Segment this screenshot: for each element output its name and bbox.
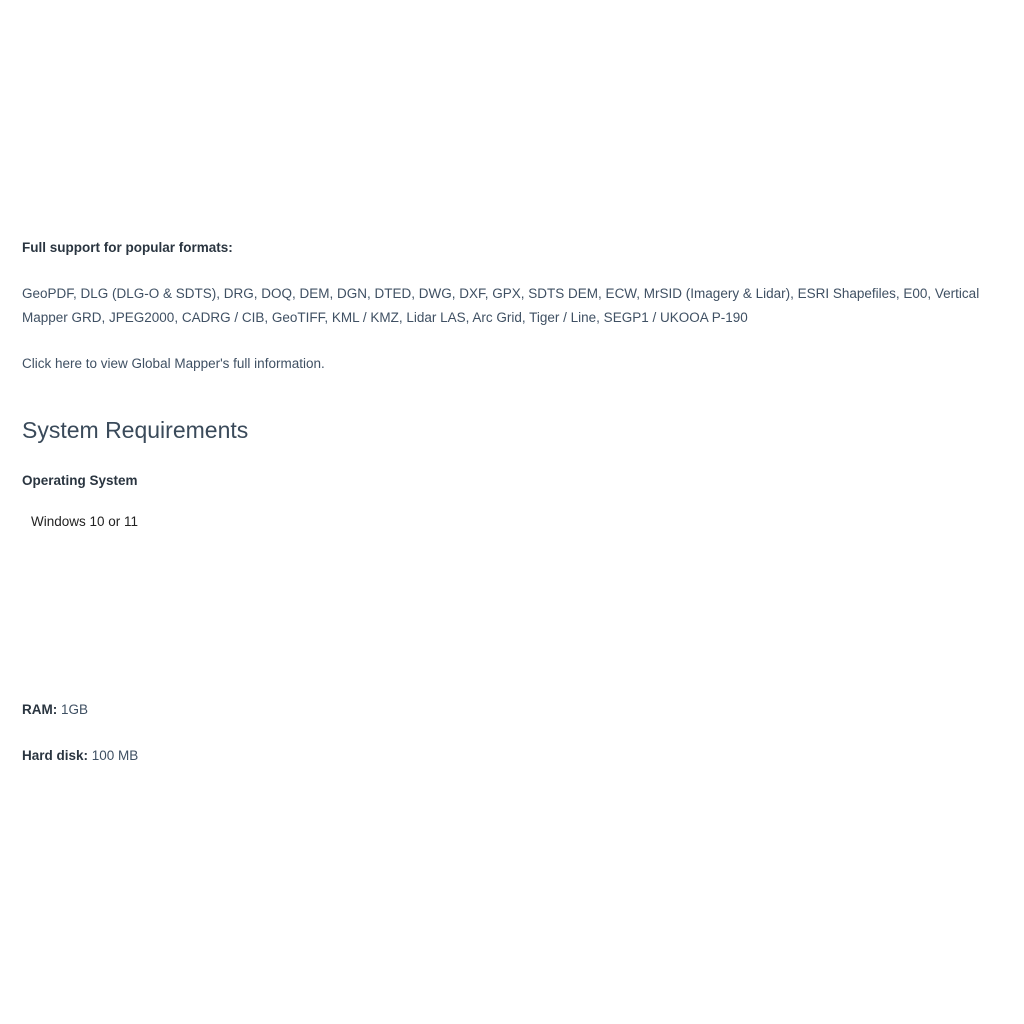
formats-list: GeoPDF, DLG (DLG-O & SDTS), DRG, DOQ, DEM, DGN, DTED, DWG, DXF, GPX, SDTS DEM, ECW, MrSID (Imagery & Lidar), ESRI Shapefiles, E00, Vertical Mapper GRD, JPEG2000, CADRG / CIB, GeoTIFF, KML / KMZ, Lidar LAS, Arc Grid, Tiger / Line, SEGP1 / UKOOA P-190 [22,286,980,325]
formats-heading: Full support for popular formats: [22,240,233,255]
system-requirements-title: System Requirements [22,417,249,443]
hard-disk-label: Hard disk: [22,748,89,763]
ram-value: 1GB [57,702,89,717]
ram-spec [22,702,88,717]
hard-disk-value: 100 MB [88,748,139,763]
more-info-text: to view Global Mapper's full information. [82,356,325,371]
click-here-link[interactable]: Click here [22,356,83,371]
ram-label: RAM: [22,702,58,717]
operating-system-value: Windows 10 or 11 [31,514,139,529]
operating-system-label: Operating System [22,473,138,488]
hard-disk-spec [22,748,138,763]
more-info-line [22,352,997,376]
